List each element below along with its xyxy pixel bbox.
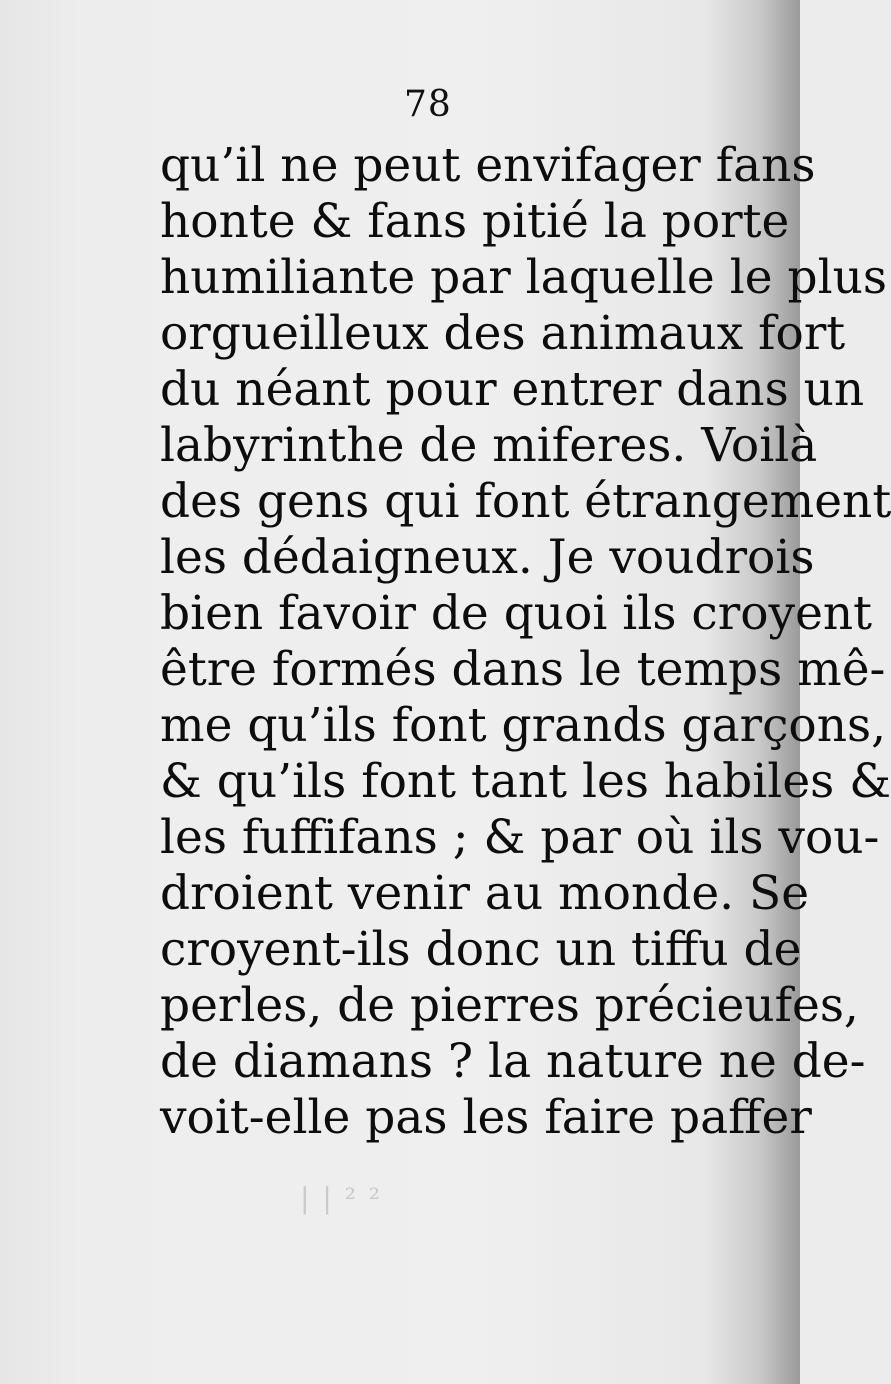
text-line-3: humiliante par laquelle le plus xyxy=(160,250,887,305)
text-line-6: labyrinthe de miferes. Voilà xyxy=(160,418,818,473)
text-line-5: du néant pour entrer dans un xyxy=(160,362,865,417)
text-line-13: les fuffifans ; & par où ils vou- xyxy=(160,810,880,865)
text-line-2: honte & fans pitié la porte xyxy=(160,194,790,249)
text-line-14: droient venir au monde. Se xyxy=(160,866,810,921)
show-through-mark: | | ² ² xyxy=(300,1182,383,1215)
text-line-4: orgueilleux des animaux fort xyxy=(160,306,846,361)
text-line-7: des gens qui font étrangement xyxy=(160,474,891,529)
text-line-12: & qu’ils font tant les habiles & xyxy=(160,754,891,809)
text-line-1: qu’il ne peut envifager fans xyxy=(160,138,816,193)
text-line-17: de diamans ? la nature ne de- xyxy=(160,1034,866,1089)
text-line-11: me qu’ils font grands garçons, xyxy=(160,698,887,753)
text-line-10: être formés dans le temps mê- xyxy=(160,642,886,697)
text-line-8: les dédaigneux. Je voudrois xyxy=(160,530,815,585)
text-line-16: perles, de pierres précieufes, xyxy=(160,978,859,1033)
page-number: 78 xyxy=(404,84,452,125)
text-line-18: voit-elle pas les faire paffer xyxy=(160,1090,812,1145)
text-line-9: bien favoir de quoi ils croyent xyxy=(160,586,873,641)
text-line-15: croyent-ils donc un tiffu de xyxy=(160,922,802,977)
